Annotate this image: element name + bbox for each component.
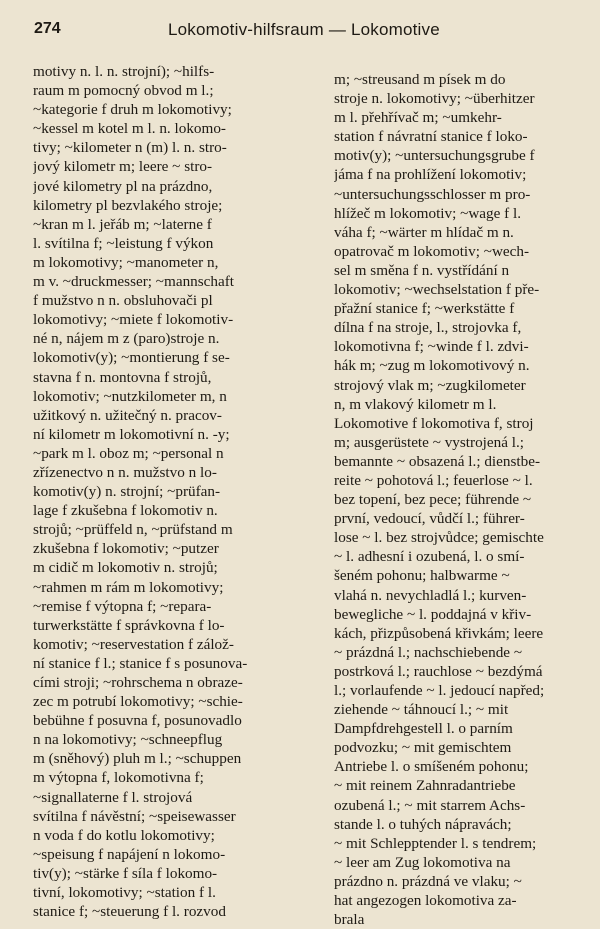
text-line: stanice f; ~steuerung f l. rozvod: [33, 903, 226, 921]
text-line: svítilna f návěstní; ~speisewasser: [33, 807, 236, 825]
text-line: bemannte ~ obsazená l.; dienstbe-: [334, 452, 541, 470]
text-line: ~ mit Schlepptender l. s tendrem;: [334, 834, 537, 852]
text-line: jový kilometr m; leere ~ stro-: [33, 158, 213, 176]
text-line: cími stroji; ~rohrschema n obraze-: [33, 674, 243, 691]
text-line: bebühne f posuvna f, posunovadlo: [33, 712, 242, 730]
text-line: lage f zkušebna f lokomotiv n.: [33, 502, 218, 520]
text-line: lokomotiv; ~wechselstation f pře-: [334, 281, 540, 299]
right-column: [334, 70, 586, 929]
text-line: ~kessel m kotel m l. n. lokomo-: [33, 120, 226, 138]
text-line: stavna f n. montovna f strojů,: [33, 368, 212, 386]
text-line: tivní, lokomotivy; ~station f l.: [33, 884, 216, 902]
text-line: l. svítilna f; ~leistung f výkon: [33, 234, 214, 252]
text-line: ~ leer am Zug lokomotiva na: [334, 853, 511, 871]
page-number: 274: [34, 20, 61, 37]
page-header: [0, 16, 600, 50]
text-line: motiv(y); ~untersuchungsgrube f: [334, 147, 535, 165]
text-line: ~ prázdná l.; nachschiebende ~: [334, 643, 523, 661]
text-line: brala: [334, 911, 365, 929]
text-line: zkušebna f lokomotiv; ~putzer: [33, 540, 219, 558]
text-line: hák m; ~zug m lokomotivový n.: [334, 357, 530, 375]
text-line: komotiv(y) n. strojní; ~prüfan-: [33, 483, 221, 501]
text-line: n voda f do kotlu lokomotivy;: [33, 826, 215, 844]
text-line: Antriebe l. o smíšeném pohonu;: [334, 758, 529, 776]
text-line: reite ~ pohotová l.; feuerlose ~ l.: [334, 471, 533, 489]
text-line: ziehende ~ táhnoucí l.; ~ mit: [334, 701, 509, 719]
text-line: bewegliche ~ l. poddajná v křiv-: [334, 605, 532, 623]
text-line: opatrovač m lokomotiv; ~wech-: [334, 242, 530, 260]
text-line: dílna f na stroje, l., strojovka f,: [334, 319, 522, 337]
text-line: zec m potrubí lokomotivy; ~schie-: [33, 693, 243, 711]
text-line: ~ mit reinem Zahnradantriebe: [334, 777, 516, 795]
text-line: Dampfdrehgestell l. o parním: [334, 720, 513, 738]
text-line: tiv(y); ~stärke f síla f lokomo-: [33, 864, 218, 882]
text-line: ~ l. adhesní i ozubená, l. o smí-: [334, 548, 525, 566]
text-line: váha f; ~wärter m hlídač m n.: [334, 223, 514, 241]
text-line: první, vedoucí, vůdčí l.; führer-: [334, 510, 525, 528]
text-line: m lokomotivy; ~manometer n,: [33, 253, 219, 271]
text-line: lokomotiv(y); ~montierung f se-: [33, 349, 230, 367]
text-line: ~park m l. oboz m; ~personal n: [33, 444, 224, 462]
text-line: l.; vorlaufende ~ l. jedoucí napřed;: [334, 682, 545, 699]
text-line: né n, nájem m z (paro)stroje n.: [33, 330, 220, 348]
text-line: strojový vlak m; ~zugkilometer: [334, 376, 526, 394]
text-line: přažní stanice f; ~werkstätte f: [334, 300, 515, 318]
text-line: ozubená l.; ~ mit starrem Achs-: [334, 796, 526, 814]
text-line: station f návratní stanice f loko-: [334, 128, 528, 146]
text-line: prázdno n. prázdná ve vlaku; ~: [334, 872, 522, 890]
text-line: lokomotiv; ~nutzkilometer m, n: [33, 387, 227, 405]
text-line: motivy n. l. n. strojní); ~hilfs-: [33, 63, 215, 80]
text-line: m; ausgerüstete ~ vystrojená l.;: [334, 433, 524, 451]
text-line: f mužstvo n n. obsluhovači pl: [33, 292, 213, 310]
text-line: podvozku; ~ mit gemischtem: [334, 739, 512, 757]
text-line: turwerkstätte f správkovna f lo-: [33, 616, 225, 634]
text-line: stande l. o tuhých nápravách;: [334, 815, 512, 833]
text-line: m cidič m lokomotiv n. strojů;: [33, 559, 218, 577]
text-line: ~remise f výtopna f; ~repara-: [33, 597, 212, 615]
text-line: postrková l.; rauchlose ~ bezdýmá: [334, 662, 543, 680]
text-line: vlahá n. nevychladlá l.; kurven-: [334, 586, 527, 604]
text-line: n, m vlakový kilometr m l.: [334, 395, 497, 413]
text-line: jové kilometry pl na prázdno,: [33, 177, 213, 195]
text-line: n na lokomotivy; ~schneepflug: [33, 731, 223, 749]
text-line: raum m pomocný obvod m l.;: [33, 82, 214, 100]
text-line: ní stanice f l.; stanice f s posunova-: [33, 654, 248, 672]
text-line: bez topení, bez pece; führende ~: [334, 491, 532, 509]
text-line: m v. ~druckmesser; ~mannschaft: [33, 273, 235, 291]
text-line: m; ~streusand m písek m do: [334, 71, 506, 88]
text-line: strojů; ~prüffeld n, ~prüfstand m: [33, 521, 233, 539]
text-line: ~untersuchungsschlosser m pro-: [334, 185, 531, 203]
text-line: ní kilometr m lokomotivní n. -y;: [33, 425, 230, 443]
text-line: lose ~ l. bez strojvůdce; gemischte: [334, 529, 544, 547]
text-line: jáma f na prohlížení lokomotiv;: [334, 166, 527, 184]
left-column: [33, 62, 285, 921]
text-line: ~kran m l. jeřáb m; ~laterne f: [33, 215, 212, 233]
text-line: kilometry pl bezvlakého stroje;: [33, 196, 223, 214]
running-head: Lokomotiv-hilfsraum — Lokomotive: [168, 20, 440, 39]
text-line: Lokomotive f lokomotiva f, stroj: [334, 414, 534, 432]
text-line: ~rahmen m rám m lokomotivy;: [33, 578, 224, 596]
text-line: ~speisung f napájení n lokomo-: [33, 845, 226, 863]
text-line: hlížeč m lokomotiv; ~wage f l.: [334, 204, 522, 222]
text-line: lokomotivy; ~miete f lokomotiv-: [33, 311, 234, 329]
text-line: komotiv; ~reservestation f zálož-: [33, 635, 234, 653]
text-line: šeném pohonu; halbwarme ~: [334, 567, 510, 585]
text-line: lokomotivna f; ~winde f l. zdvi-: [334, 338, 529, 356]
text-line: ~kategorie f druh m lokomotivy;: [33, 101, 232, 119]
text-line: m výtopna f, lokomotivna f;: [33, 769, 204, 787]
text-line: ~signallaterne f l. strojová: [33, 788, 193, 806]
text-line: sel m směna f n. vystřídání n: [334, 261, 510, 279]
text-line: kách, přizpůsobená křivkám; leere: [334, 624, 544, 642]
text-line: m l. přehřívač m; ~umkehr-: [334, 109, 502, 127]
text-line: m (sněhový) pluh m l.; ~schuppen: [33, 750, 242, 768]
text-line: užitkový n. užitečný n. pracov-: [33, 406, 222, 424]
text-line: hat angezogen lokomotiva za-: [334, 892, 517, 910]
text-line: tivy; ~kilometer n (m) l. n. stro-: [33, 139, 227, 157]
text-line: stroje n. lokomotivy; ~überhitzer: [334, 90, 535, 108]
text-line: zřízenectvo n n. mužstvo n lo-: [33, 463, 217, 481]
